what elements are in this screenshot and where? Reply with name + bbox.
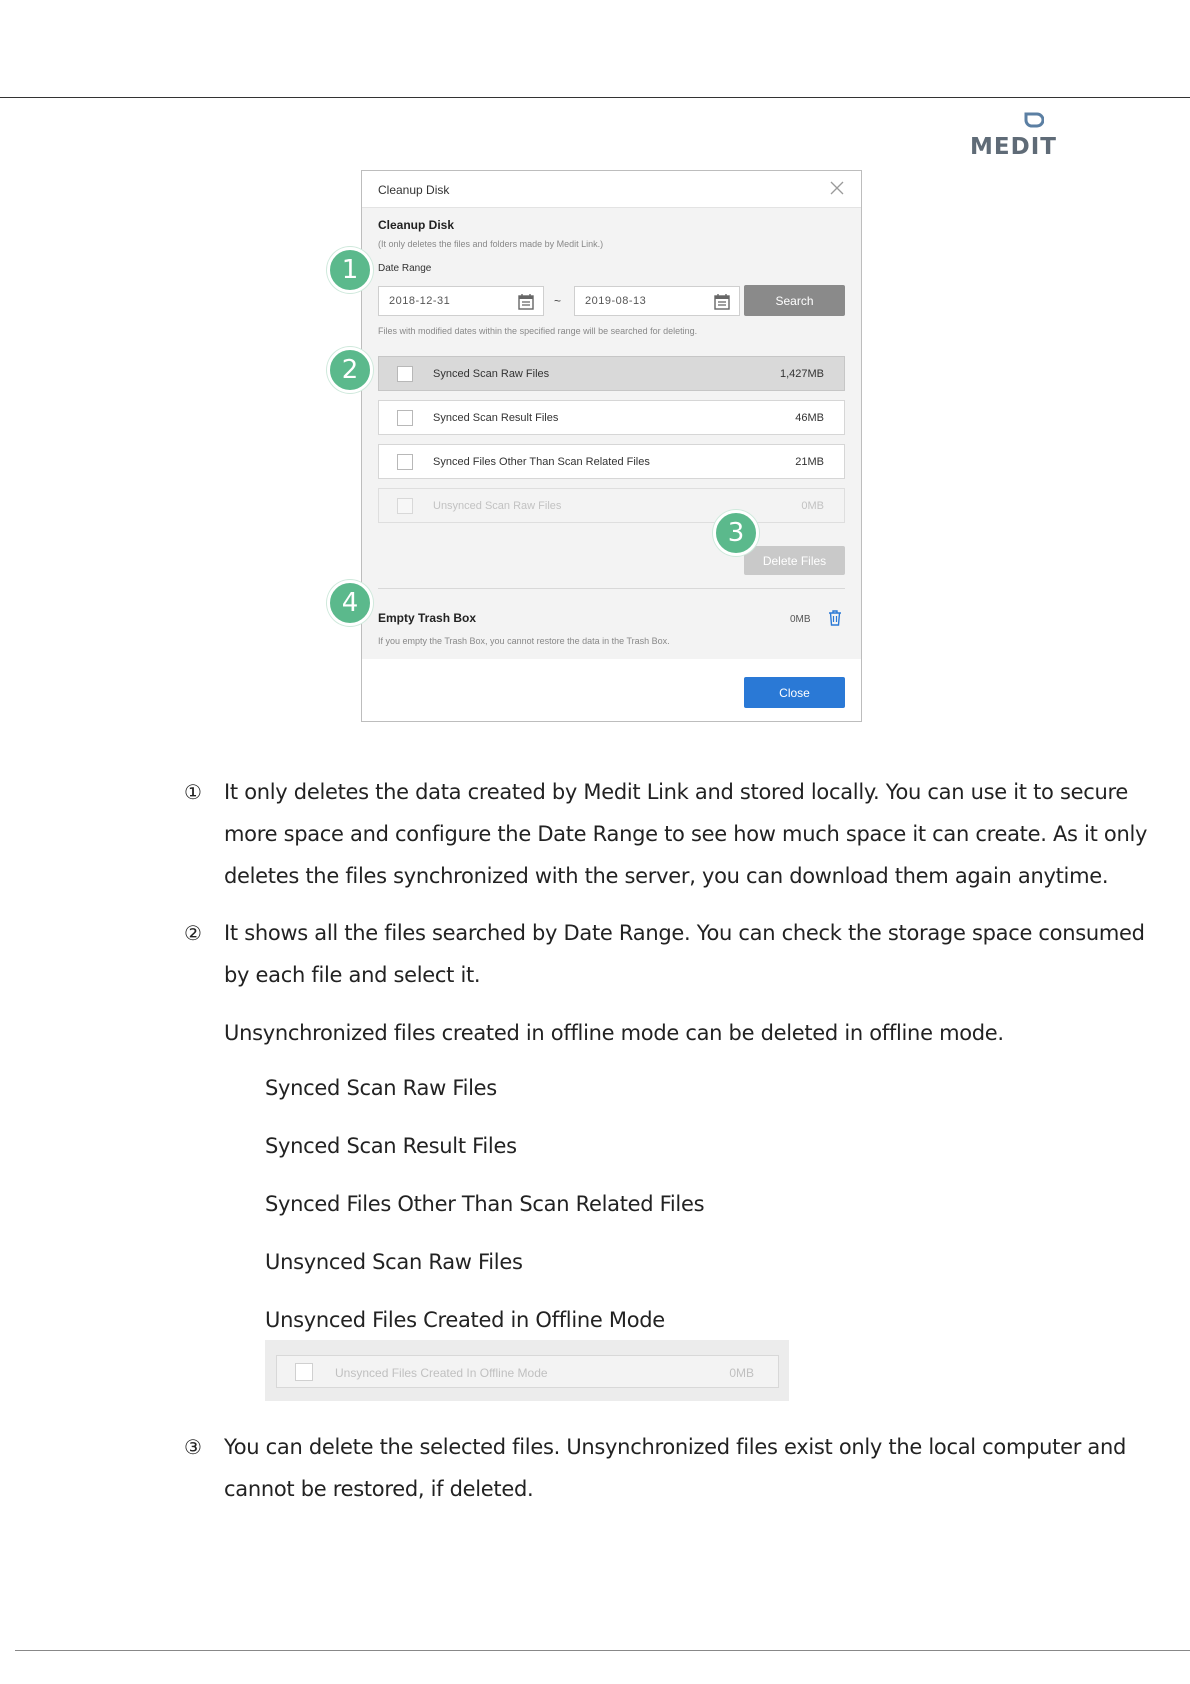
row-size: 21MB (795, 456, 824, 468)
dialog-body (362, 207, 861, 659)
row-checkbox[interactable] (397, 410, 413, 426)
item2-line: It shows all the files searched by Date Range. You can check the storage space consumed (224, 921, 1145, 945)
medit-logo (970, 110, 1057, 162)
file-row-unsynced-scan-raw (378, 488, 845, 523)
item1-marker: ① (184, 780, 202, 804)
row-size: 1,427MB (779, 368, 824, 380)
footer-rule (15, 1650, 1190, 1651)
row-name: Unsynced Scan Raw Files (433, 500, 562, 512)
row-name: Synced Scan Result Files (433, 412, 559, 424)
row-name: Synced Files Other Than Scan Related Files (433, 456, 650, 468)
cleanup-disk-dialog (361, 170, 862, 722)
section-divider (378, 588, 845, 589)
delete-files-button[interactable]: Delete Files (744, 546, 845, 575)
search-button[interactable]: Search (744, 285, 845, 316)
row-size: 46MB (795, 412, 824, 424)
start-date-field[interactable] (378, 286, 544, 316)
item3-marker: ③ (184, 1435, 202, 1459)
close-button[interactable]: Close (744, 677, 845, 708)
item2-marker: ② (184, 921, 202, 945)
dialog-titlebar (362, 171, 861, 207)
row-checkbox[interactable] (397, 454, 413, 470)
row-name: Unsynced Files Created In Offline Mode (335, 1366, 548, 1380)
file-row-synced-other[interactable] (378, 444, 845, 479)
item1-paragraph (224, 771, 1147, 897)
item2-extra: Unsynchronized files created in offline mode can be deleted in offline mode. (224, 1021, 1004, 1045)
file-row-synced-scan-raw[interactable] (378, 356, 845, 391)
dialog-note: (It only deletes the files and folders made by Medit Link.) (378, 239, 604, 249)
close-icon[interactable] (829, 180, 845, 196)
row-checkbox (397, 498, 413, 514)
header-rule (0, 97, 1190, 98)
callout-badge-1: 1 (327, 247, 373, 293)
file-type-item: Unsynced Files Created in Offline Mode (265, 1308, 665, 1332)
row-size: 0MB (801, 500, 824, 512)
item1-line: more space and configure the Date Range to see how much space it can create. As it only (224, 822, 1148, 846)
row-checkbox (295, 1363, 313, 1381)
logo-mark-icon (1022, 110, 1044, 132)
offline-files-row (276, 1355, 779, 1388)
file-type-item: Unsynced Scan Raw Files (265, 1250, 523, 1274)
calendar-icon[interactable] (713, 293, 731, 311)
item3-paragraph (224, 1426, 1126, 1510)
offline-files-figure (265, 1340, 789, 1401)
file-type-item: Synced Scan Result Files (265, 1134, 517, 1158)
item3-line: cannot be restored, if deleted. (224, 1477, 534, 1501)
start-date-value: 2018-12-31 (389, 295, 451, 307)
row-size: 0MB (729, 1366, 754, 1380)
row-checkbox[interactable] (397, 366, 413, 382)
callout-badge-2: 2 (327, 347, 373, 393)
trash-title: Empty Trash Box (378, 611, 477, 625)
dialog-window-title: Cleanup Disk (378, 183, 450, 197)
trash-size: 0MB (790, 614, 811, 625)
item1-line: deletes the files synchronized with the server, you can download them again anytime. (224, 864, 1109, 888)
trash-note: If you empty the Trash Box, you cannot restore the data in the Trash Box. (378, 636, 670, 646)
row-name: Synced Scan Raw Files (433, 368, 550, 380)
range-separator: ~ (554, 294, 562, 308)
item1-line: It only deletes the data created by Medit Link and stored locally. You can use it to secure (224, 780, 1128, 804)
end-date-field[interactable] (574, 286, 740, 316)
end-date-value: 2019-08-13 (585, 295, 647, 307)
calendar-icon[interactable] (517, 293, 535, 311)
item3-line: You can delete the selected files. Unsynchronized files exist only the local computer and (224, 1435, 1127, 1459)
callout-badge-4: 4 (327, 580, 373, 626)
file-row-synced-scan-result[interactable] (378, 400, 845, 435)
item2-paragraph (224, 912, 1145, 996)
item2-line: by each file and select it. (224, 963, 481, 987)
logo-text: MEDIT (970, 134, 1057, 160)
search-note: Files with modified dates within the specified range will be searched for deleting. (378, 326, 698, 336)
dialog-heading: Cleanup Disk (378, 218, 455, 232)
date-range-label: Date Range (378, 263, 432, 274)
trash-icon[interactable] (827, 609, 843, 627)
file-type-item: Synced Scan Raw Files (265, 1076, 497, 1100)
file-type-item: Synced Files Other Than Scan Related Files (265, 1192, 705, 1216)
callout-badge-3: 3 (713, 510, 759, 556)
